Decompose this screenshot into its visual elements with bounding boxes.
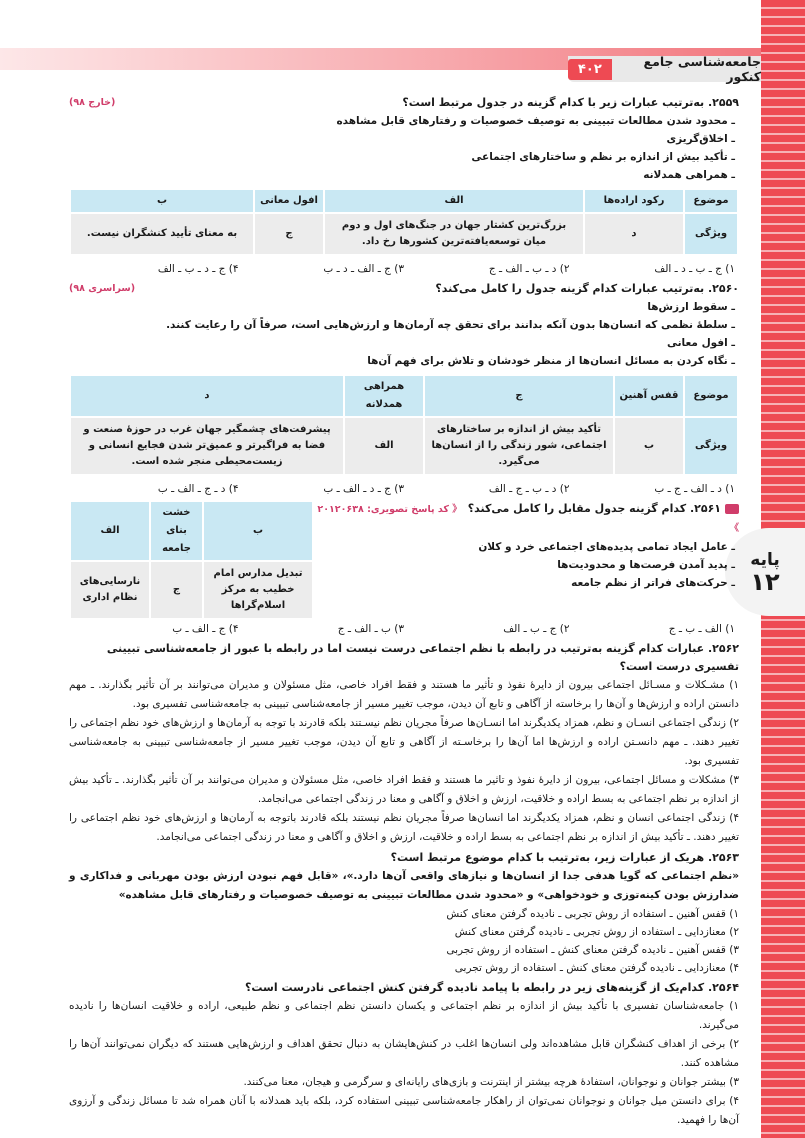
answer-option-1[interactable]: ۱) قفس آهنین ـ استفاده از روش تجربی ـ نادیده گرفتن معنای کنش xyxy=(446,908,739,920)
answer-options xyxy=(69,480,739,498)
table-cell: د xyxy=(585,214,683,254)
grade-label: پایه xyxy=(750,550,780,570)
table-cell: تبدیل مدارس امام خطیب به مرکز اسلام‌گراها xyxy=(204,562,312,618)
table-cell: بزرگ‌ترین کشتار جهان در جنگ‌های اول و دوم میان توسعه‌یافته‌ترین کشورها رخ داد. xyxy=(325,214,583,254)
answer-option-3[interactable]: ۳) ج ـ الف ـ د ـ ب xyxy=(323,263,404,275)
table-row-head: ویژگی xyxy=(685,214,737,254)
list-item: ـ سقوط ارزش‌ها xyxy=(647,301,735,313)
questions-content xyxy=(69,94,739,1132)
answer-option-1[interactable]: ۱) جامعه‌شناسان تفسیری با تأکید بیش از اندازه بر نظم اجتماعی و یکسان دانستن نظم اجتماعی و نظم طبیعی، اراده و خلاقیت انسان‌ها را نادیده می‌گیرند. xyxy=(69,1000,739,1031)
table-cell: الف xyxy=(345,418,423,474)
list-item: ـ پدید آمدن فرصت‌ها و محدودیت‌ها xyxy=(557,559,735,571)
question-table xyxy=(69,374,739,476)
answer-option-2[interactable]: ۲) معنازدایی ـ استفاده از روش تجربی ـ نادیده گرفتن معنای کنش xyxy=(454,926,739,938)
list-item: ـ تأکید بیش از اندازه بر نظم و ساختارهای اجتماعی xyxy=(471,151,735,163)
table-header: موضوع xyxy=(685,190,737,212)
list-item: ـ محدود شدن مطالعات تبیینی به توصیف خصوصیات و رفتارهای قابل مشاهده xyxy=(336,115,735,127)
answer-option-1[interactable]: ۱) د ـ الف ـ ج ـ ب xyxy=(654,483,735,495)
question-head: ۲۵۶۲. عبارات کدام گزینه به‌ترتیب در رابطه با نظم اجتماعی درست نیست اما در رابطه با عبور از جامعه‌شناسی تبیینی تفسیری درست است؟ xyxy=(106,642,739,673)
table-header: الف xyxy=(325,190,583,212)
question-2564 xyxy=(69,979,739,1130)
list-item: ـ عامل ایجاد تمامی پدیده‌های اجتماعی خرد و کلان xyxy=(478,541,735,553)
answer-option-4[interactable]: ۴) زندگی اجتماعی انسان و نظم، همزاد یکدیگرند اما انسان‌ها صرفاً مجریان نظم نیستند بلکه قادرند باتوجه به آرمان‌ها و ارزش‌های خود نظم اجتماعی را تغییر دهند. ـ تأکید بیش از اندازه بر نظم اجتماعی به بسط اراده و خلاقیت، ارزش و اخلاق و آگاهی و معنا در زندگی اجتماعی می‌انجامد. xyxy=(69,812,739,843)
answer-option-1[interactable]: ۱) ج ـ ب ـ د ـ الف xyxy=(654,263,735,275)
table-header: ب xyxy=(71,190,253,212)
table-row-head: ویژگی xyxy=(685,418,737,474)
question-2561 xyxy=(69,500,739,638)
video-answer-code[interactable]: 《 کد پاسخ تصویری: ۲۰۱۲۰۶۳۸ 》 xyxy=(317,504,739,534)
answer-option-2[interactable]: ۲) برخی از اهداف کنشگران قابل مشاهده‌اند ولی انسان‌ها اغلب در کنش‌هایشان به دنبال تحقق اهداف و ارزش‌هایی هستند که دیگران نمی‌توانند آن‌ها را مشاهده کنند. xyxy=(69,1038,739,1069)
question-table xyxy=(69,500,314,620)
answer-option-3[interactable]: ۳) قفس آهنین ـ نادیده گرفتن معنای کنش ـ استفاده از روش تجربی xyxy=(446,944,739,956)
answer-option-3[interactable]: ۳) ج ـ د ـ الف ـ ب xyxy=(323,483,404,495)
table-header: همراهی همدلانه xyxy=(345,376,423,416)
answer-options xyxy=(69,620,739,638)
page-number: ۴۰۲ xyxy=(568,59,612,80)
table-cell: پیشرفت‌های چشمگیر جهان غرب در حوزهٔ صنعت و فضا به فراگیرتر و عمیق‌تر شدن فجایع انسانی و زیست‌محیطی منجر شده است. xyxy=(71,418,343,474)
video-camera-icon[interactable] xyxy=(725,504,739,514)
list-item: ـ سلطهٔ نظمی که انسان‌ها بدون آنکه بدانند برای تحقق چه آرمان‌ها و ارزش‌هایی است، صرفاً آن را رعایت کنند. xyxy=(166,319,735,331)
list-item: ـ همراهی همدلانه xyxy=(643,169,735,181)
answer-option-2[interactable]: ۲) د ـ ب ـ الف ـ ج xyxy=(488,263,570,275)
list-item: ـ نگاه کردن به مسائل انسان‌ها از منظر خودشان و تلاش برای فهم آن‌ها xyxy=(367,355,735,367)
table-header: رکود اراده‌ها xyxy=(585,190,683,212)
list-item: ـ افول معانی xyxy=(666,337,735,349)
table-cell: ج xyxy=(255,214,323,254)
answer-option-4[interactable]: ۴) معنازدایی ـ نادیده گرفتن معنای کنش ـ استفاده از روش تجربی xyxy=(454,962,739,974)
book-title: جامعه‌شناسی جامع کنکور xyxy=(643,54,761,84)
question-source: (خارج ۹۸) xyxy=(69,97,116,108)
answer-option-3[interactable]: ۳) مشکلات و مسائل اجتماعی، بیرون از دایرهٔ نفوذ و تاثیر ما هستند و فقط افراد خاصی، مثل مسئولان و مدیران می‌توانند بر آن تأثیر بگذارند. ـ تأکید بیش از اندازه بر نظم اجتماعی به بسط اراده و خلاقیت، ارزش و اخلاق و آگاهی و معنا در زندگی اجتماعی می‌انجامد. xyxy=(69,774,739,805)
answer-option-1[interactable]: ۱) مشـکلات و مسـائل اجتماعی بیرون از دایرهٔ نفوذ و تأثیر ما هستند و فقط افراد خاصی، مثل مسئولان و مدیران می‌توانند بر آن تأثیر بگذارند. ـ مهم دانستن اراده و ارزش‌ها و آن‌ها را برخاسته از آگاهی و تابع آن دیدن، موجب تغییر مسیر از جامعه‌شناسی تبیینی به جامعه‌شناسی تفسیری بود. xyxy=(69,679,739,710)
answer-option-4[interactable]: ۴) د ـ ج ـ الف ـ ب xyxy=(157,483,239,495)
question-head: ۲۵۶۰. به‌ترتیب عبارات کدام گزینه جدول را کامل می‌کند؟ xyxy=(435,282,739,295)
table-header: خشت بنای جامعه xyxy=(151,502,202,560)
question-quote: «نظم اجتماعی که گویا هدفی جدا از انسان‌ها و نیازهای واقعی آن‌ها دارد.»، «قابل فهم نبودن ارزش بودن مهربانی و فداکاری و ضدارزش بودن کینه‌توزی و خودخواهی» و «محدود شدن مطالعات تبیینی به توصیف خصوصیات و رفتارهای قابل مشاهده» xyxy=(69,870,739,901)
table-header: ب xyxy=(204,502,312,560)
table-header: ج xyxy=(425,376,613,416)
question-head-text: ۲۵۶۱. کدام گزینه جدول مقابل را کامل می‌کند؟ xyxy=(467,502,721,515)
question-table xyxy=(69,188,739,256)
question-2562 xyxy=(69,640,739,847)
list-item: ـ اخلاق‌گریزی xyxy=(666,133,735,145)
answer-options xyxy=(69,260,739,278)
answer-option-2[interactable]: ۲) د ـ ب ـ ج ـ الف xyxy=(488,483,570,495)
answer-option-4[interactable]: ۴) ج ـ الف ـ ب xyxy=(172,623,239,635)
question-head: ۲۵۶۳. هریک از عبارات زیر، به‌ترتیب با کدام موضوع مرتبط است؟ xyxy=(390,851,739,864)
page-header xyxy=(568,56,761,82)
question-source: (سراسری ۹۸) xyxy=(69,283,136,294)
table-header: الف xyxy=(71,502,149,560)
table-cell: به معنای تأیید کنشگران نیست. xyxy=(71,214,253,254)
answer-option-4[interactable]: ۴) برای دانستن میل جوانان و نوجوانان نمی‌توان از راهکار جامعه‌شناسی تبیینی استفاده کرد، بلکه باید همدلانه با آنان همراه شد تا مسائل زندگی و آرزوی آن‌ها را فهمید. xyxy=(69,1095,739,1126)
question-2559 xyxy=(69,94,739,278)
answer-option-2[interactable]: ۲) زندگی اجتماعی انسـان و نظم، همزاد یکدیگرند اما انسـان‌ها صرفاً مجریان نظم نیسـتند بلکه قادرند با توجه به آرمان‌ها و ارزش‌های خود نظم اجتماعی را تغییر دهند. ـ مهم دانسـتن اراده و ارزش‌ها اما آن‌ها را برخاسـته از آگاهی و تابع آن دیدن، موجب تغییر مسیر از جامعه‌شناسی تبیینی به جامعه‌شناسی تفسیری بود. xyxy=(69,717,739,767)
answer-option-2[interactable]: ۲) ج ـ ب ـ الف xyxy=(503,623,570,635)
answer-option-3[interactable]: ۳) ب ـ الف ـ ج xyxy=(337,623,404,635)
question-head xyxy=(314,500,739,538)
table-cell: نارسایی‌های نظام اداری xyxy=(71,562,149,618)
grade-number: ۱۲ xyxy=(750,568,780,596)
answer-option-4[interactable]: ۴) ج ـ د ـ ب ـ الف xyxy=(157,263,239,275)
answer-option-3[interactable]: ۳) بیشتر جوانان و نوجوانان، استفادهٔ هرچه بیشتر از اینترنت و بازی‌های رایانه‌ای و سرگرمی و هیجان، معنا می‌کنند. xyxy=(243,1076,739,1088)
table-header: افول معانی xyxy=(255,190,323,212)
question-2560 xyxy=(69,280,739,498)
list-item: ـ حرکت‌های فراتر از نظم جامعه xyxy=(571,577,735,589)
table-cell: ب xyxy=(615,418,683,474)
table-cell: ج xyxy=(151,562,202,618)
question-2563 xyxy=(69,849,739,977)
table-cell: تأکید بیش از اندازه بر ساختارهای اجتماعی، شور زندگی را از انسان‌ها می‌گیرد. xyxy=(425,418,613,474)
table-header: موضوع xyxy=(685,376,737,416)
question-head: ۲۵۶۴. کدام‌یک از گزینه‌های زیر در رابطه با پیامد نادیده گرفتن کنش اجتماعی نادرست است؟ xyxy=(245,981,739,994)
table-header: د xyxy=(71,376,343,416)
answer-option-1[interactable]: ۱) الف ـ ب ـ ج xyxy=(668,623,735,635)
question-head: ۲۵۵۹. به‌ترتیب عبارات زیر با کدام گزینه در جدول مرتبط است؟ xyxy=(402,96,739,109)
table-header: قفس آهنین xyxy=(615,376,683,416)
